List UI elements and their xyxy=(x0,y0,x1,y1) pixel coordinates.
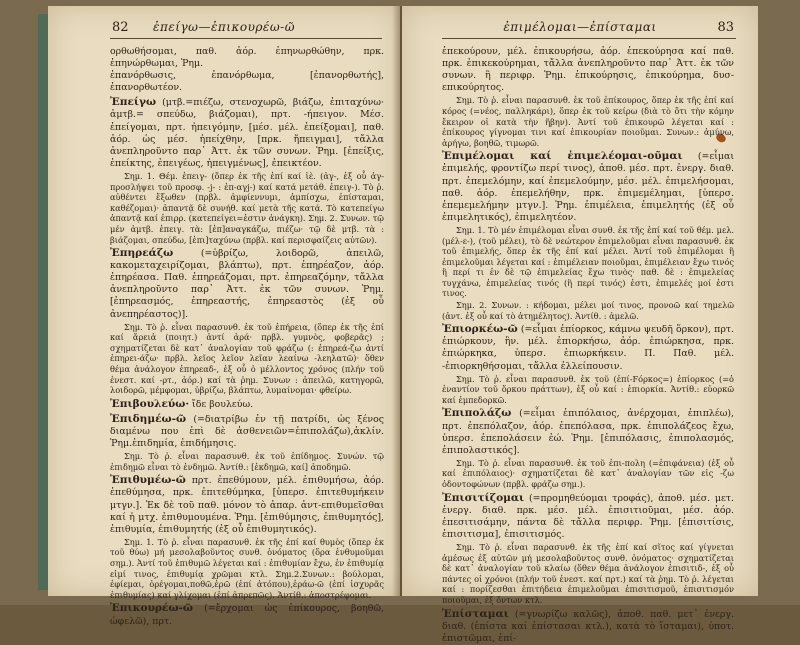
right-header xyxy=(402,18,758,40)
lemma: Ἐπηρεάζω xyxy=(110,247,174,260)
entry-text: (=εἶμαι ἐπιπόλαιος, ἀνέρχομαι, ἐπιπλέω), πρτ. ἐπεπόλαζον, ἀόρ. ἐπεπόλασα, πρκ. ἐπιπολάζεος ἔχω, ὑπερσ. ἐπεπολάσειν ἐώ. Ῥημ. [ἐπιπόλασις, ἐπιπολασμός, ἐπιπολαστικός]. xyxy=(442,408,734,456)
dictionary-entry xyxy=(110,398,384,411)
text-line: ἐπεκούρουν, μέλ. ἐπικουρήσω, ἀόρ. ἐπεκούρησα καί παθ. πρκ. ἐπικεκούρημαι, τἄλλα ἀνεπληροῦντο παρ᾽ Ἀττ. ἐκ τῶν συνων. ἢ περιφρ. Ῥημ. ἐπικούρησις, ἐπικούρημα, δυσ-επικούρητος. xyxy=(442,46,734,94)
page-number: 82 xyxy=(112,20,129,35)
lemma: Ἐπικουρέω-ῶ xyxy=(110,602,194,615)
left-page xyxy=(48,6,400,627)
lemma: Ἐπιπολάζω xyxy=(442,407,512,420)
right-column xyxy=(442,46,734,645)
entry-text: (=προμηθεύομαι τροφάς), ἀποθ. μέσ. μετ. ἐνεργ. διαθ. πρκ. μέσ. μέλ. ἐπισιτιοῦμαι, μέσ. ἀόρ. ἐπεσιτισάμην, πάντα δὲ τἄλλα περιφρ. Ῥημ. [ἐπισιτίσις, ἐπισιτισμα], ἐπισιτισμός. xyxy=(442,492,734,540)
dictionary-entry xyxy=(110,602,384,627)
lemma: Ἐπείγω xyxy=(110,96,157,109)
text-line: ἐπανόρθωσις, ἐπανόρθωμα, [ἐπανορθωτής], ἐπανορθωτέον. xyxy=(110,70,384,94)
entry-text: πρτ. ἐπεθύμουν, μέλ. ἐπιθυμήσω, ἀόρ. ἐπεθύμησα, πρκ. ἐπιτεθύμηκα, [ὑπερσ. ἐπιτεθυμήκειν μτγν.]. Ἐκ δὲ τοῦ παθ. μόνον τὸ ἀπαρ. ἀντ-επιθυμεῖσθαι καί ἡ μτχ. ἐπιθυμουμένα. Ῥημ. [ἐπιθύμησις, ἐπιθυμητός], ἐπιθυμία, ἐπιθυμητής (ἐξ οὗ ἐπιθυμητικός). xyxy=(110,475,384,535)
lemma: Ἐπιδημέω-ῶ xyxy=(110,412,187,425)
entry-note: Σημ. 1. Τὸ μέν ἐπιμέλομαι εἶναι συνθ. ἐκ τῆς ἐπί καί τοῦ θέμ. μελ. (μέλ-ε-), (τοῦ μέλει), τὸ δὲ νεώτερον ἐπιμελοῦμαι εἶναι παρασυνθ. ἐκ τοῦ ἐπιμελής, ὅπερ ἐκ τῆς ἐπί καί μέλει. Ἀντί τοῦ ἐπιμέλομαι ἢ ἐπιμελοῦμαι λέγεται καί : ἐπιμέλειαν ποιοῦμαι, ἐπιμέλειαν ἔχω τινός ἢ περί τι ἐν δὲ τῷ ἐπιμελείας ἔχω τινὸς· παθ. δὲ : ἐπιμελείας τυγχάνω, ἐπιμελείας τινός (ἢ περί τινός) ἐστι, ἐπιμελές μοί ἐστι τινος. xyxy=(442,224,734,299)
dictionary-entry xyxy=(110,474,384,535)
entry-note: Σημ. 1. Τὸ ῥ. εἶναι παρασυνθ. ἐκ τῆς ἐπί καί θυμὸς (ὅπερ ἐκ τοῦ θύω) μή μεσολαβοῦντος συνθ. ὀνόματος (ὅρα ἐνθυμοῦμαι σημ.). Ἀντί τοῦ ἐπιθυμῶ λέγεται καί : ἐπιθυμίαν ἔχω, ἐν ἐπιθυμίᾳ εἰμί τινος, ἐπιθυμίᾳ χρῶμαι κτλ. Σημ.2.Συνων.: βούλομαι, ἐφίεμαι, ὀρέγομαι,ποθῶ,ἐρῶ (ἐπί ἀτόπου),ἐράω-ῶ (ἐπί ἰσχυρᾶς ἐπιθυμίας) καί γλίχομαι (ἐπί ἀπρεπῶς). Ἀντίθ.: ἀποστρέφομαι. xyxy=(110,536,384,600)
dictionary-entry xyxy=(110,96,384,170)
entry-note: Σημ. Τὸ ῥ. εἶναι παρασυνθ. ἐκ τοῦ (ἐπί-Ϝόρκος=) ἐπίορκος (=ὁ ἐναντίον τοῦ ὅρκου πράττων), ἐξ οὗ καί : ἐπιορκία. Ἀντίθ.: εὐορκῶ καί ἐμπεδορκῶ. xyxy=(442,373,734,405)
lemma: Ἐπιμέλομαι καί ἐπιμελέομαι-οῦμαι xyxy=(442,150,683,163)
entry-text: (=εἶμαι ἐπιμελής, φροντίζω περί τινος), ἀποθ. μέσ. πρτ. ἐνεργ. διαθ. πρτ. ἐπεμελόμην, καί ἐπεμελούμην, μέσ. μέλ. ἐπιμελήσομαι, παθ. ἀόρ. ἐπεμελήθην, πρκ. ἐπιμεμέλημαι, [ὑπερσ. ἐπεμεμελήμην μτγν.]. Ῥημ. ἐπιμέλεια, ἐπιμελητής (ἐξ οὗ ἐπιμελητικός), ἐπιμελητέον. xyxy=(442,151,734,223)
dictionary-entry xyxy=(110,247,384,321)
lemma: Ἐπισιτίζομαι xyxy=(442,491,525,504)
lemma: Ἐπιθυμέω-ῶ xyxy=(110,474,186,487)
entry-text: (=ὑβρίζω, λοιδορῶ, ἀπειλῶ, κακομεταχειρίζομαι, βλάπτω), πρτ. ἐπηρέαζον, ἀόρ. ἐπηρέασα. Παθ. ἐπηρεάζομαι, πρτ. ἐπηρεαζόμην, τἄλλα ἀνεπληροῦντο παρ᾽ Ἀττ. ἐκ τῶν συνων. Ῥημ. [ἐπηρεασμός, ἐπηρεαστής, ἐπηρεαστὸς (ἐξ οὗ ἀνεπηρέαστος)]. xyxy=(110,248,384,320)
dictionary-entry xyxy=(442,150,734,224)
entry-note: Σημ. Τὸ ῥ. εἶναι παρασυνθ. ἐκ τῆς ἐπί καί σῖτος καί γίγνεται ἀμέσως ἐξ αὐτῶν μή μεσολαβοῦντος συνθ. ὀνόματος· σχηματίζεται δὲ κατ᾽ ἀναλογίαν τοῦ κλαίω (ὅθεν θέμα ἀνάλογον ἐπισιτιδ-, ἐξ οὗ πάντες οἱ χρόνοι (πλήν τοῦ ἐνεστ. καί πρτ.) καί τὰ ῥημ. Τὸ ῥ. λέγεται καί : πορίζεσθαι ἐπιτήδεια ἐπιμελοῦμαι ἐπισιτισμοῦ, ἐπισιτισμόν ποιοῦμαι, ἐξ ὄντων κτλ. xyxy=(442,541,734,605)
header-rule xyxy=(110,38,382,39)
entry-text: ἴδε βουλεύω. xyxy=(192,398,254,410)
running-title: ἐπιμέλομαι—ἐπίσταμαι xyxy=(503,20,657,34)
entry-note: Σημ. Τὸ ῥ. εἶναι παρασυνθ. ἐκ τοῦ ἐπήρεια, (ὅπερ ἐκ τῆς ἐπί καί ἄρειἁ (ποιητ.) ἀντί ἀρά· πρβλ. γυμνὸς, φοβερᾶς) ; σχηματίζεται δὲ κατ᾽ ἀναλογίαν τοῦ φράζω (: ἐπηρεά-ζω ἀντί ἐπηρει-άζω· πρβλ. λεῖος λεῖον λεῖαν λεαίνω -λεηλατῶ)· ὅθεν θέμα ἀνάλογον ἐπηρεαδ-, ἐξ οὗ ὁ μέλλοντος χρόνος (πλήν τοῦ ἐνεστ. καί -ρτ., ἀόρ.) καί τὰ ῥημ. Συνων : ἀπειλῶ, κατηγορῶ, λοιδορῶ, μέμφομαι, ὑβρίζω, βλάπτω, λυμαίνομαι· φθείρω. xyxy=(110,321,384,396)
left-column xyxy=(110,46,384,628)
page-number: 83 xyxy=(717,20,734,35)
right-page xyxy=(402,6,758,644)
entry-text: (=διατρίβω ἐν τῇ πατρίδι, ὡς ξένος διαμένω που ἐπὶ δὲ ἀσθενειῶν=ἐπιπολάζω),ἀκλίν. Ῥημ.ἐπιδημία, ἐπιδήμησις. xyxy=(110,413,385,450)
dictionary-entry xyxy=(442,407,734,456)
entry-text: (=γνωρίζω καλῶς), ἀποθ. παθ. μετ᾽ ἐνεργ. διαθ. (ἐπίστα καί ἐπίστασαι κτλ.), κατὰ τὸ ἵσταμαι), ὑποτ. ἐπιστῶμαι, ἐπί- xyxy=(442,608,734,644)
dictionary-entry xyxy=(442,323,734,372)
lemma: Ἐπιορκέω-ῶ xyxy=(442,323,518,336)
dictionary-entry xyxy=(110,413,384,450)
entry-text: (=εἶμαι ἐπίορκος, κάμνω ψευδῆ ὅρκον), πρτ. ἐπιώρκουν, ἢν. μέλ. ἐπιορκήσω, ἀόρ. ἐπιώρκησα, πρκ. ἐπιώρκηκα, ὑπερσ. ἐπιωρκήκειν. Π. Παθ. μέλ. -ἐπιορκηθήσομαι, τἄλλα ἐλλείπουσιν. xyxy=(442,324,735,372)
lemma: Ἐπίσταμαι xyxy=(442,607,509,620)
header-rule xyxy=(442,38,736,39)
dictionary-entry xyxy=(442,492,734,541)
note: Σημ. Τὸ ῥ. εἶναι παρασυνθ. ἐκ τοῦ ἐπίκουρος, ὅπερ ἐκ τῆς ἐπί καί κόρος (=νέος, παλληκάρι), ὅπερ ἐκ τοῦ κείρω (διὰ τὸ ὅτι τὴν κόμην ἔκειρον οἱ κατὰ τὴν ἥβην). Ἀντί τοῦ ἐπικουρῶ λέγεται καί : ἐπίκουρος γίγνομαι τινι καί ἐπικουρίαν ποιοῦμαι. Συνων.: ἀμύνω, ἀρήγω, βοηθῶ, τιμωρῶ. xyxy=(442,95,734,148)
entry-note: Σημ. Τὸ ῥ. εἶναι παρασυνθ. ἐκ τοῦ ἐπίδημος. Συνών. τῷ ἐπιδημῶ εἶναι τὸ ἐνδημῶ. Ἀντίθ.: [ἐκδημῶ, καί] ἀποδημῶ. xyxy=(110,451,384,472)
left-header xyxy=(48,18,400,40)
entry-text: (=ἔρχομαι ὡς ἐπίκουρος, βοηθῶ, ὠφελῶ), πρτ. xyxy=(110,603,384,627)
lemma: Ἐπιβουλεύω· xyxy=(110,397,190,410)
entry-note: Σημ. Τὸ ῥ. εἶναι παρασυνθ. ἐκ τοῦ ἐπι-πολη (=ἐπιφάνεια) (ἐξ οὗ καί ἐπιπόλαιος)· σχηματίζεται δὲ κατ᾽ ἀναλογίαν τῶν εἰς -ζω ὀδοντοφώνων (πρβλ. φράζω σημ.). xyxy=(442,457,734,489)
entry-note: Σημ. 2. Συνων. : κήδομαι, μέλει μοί τινος, προνοῶ καί τημελῶ (ἀντ. ἐξ οὗ καί τὸ ἀτημέλητος). Ἀντίθ. : ἀμελῶ. xyxy=(442,300,734,321)
text-line: ορθωθήσομαι, παθ. ἀόρ. ἐπηνωρθώθην, πρκ. ἐπηνώρθωμαι, Ῥημ. xyxy=(110,46,384,70)
running-title: ἐπείγω—ἐπικουρέω-ῶ xyxy=(153,20,295,34)
dictionary-entry xyxy=(442,608,734,645)
entry-text: (μτβ.=πιέζω, στενοχωρῶ, βιάζω, ἐπιταχύνω· ἀμτβ.= σπεύδω, βιάζομαι), πρτ. -ήπειγον. Μέσ. ἐπείγομαι, πρτ. ἠπειγόμην, [μέσ. μέλ. ἐπείξομαι], παθ. ἀόρ. ὡς μέσ. ἠπείχθην, [πρκ. ἤπειγμαι], τἄλλα ἀνεπληροῦντο παρ᾽ Ἀττ. ἐκ τῶν συνων. Ῥημ. [ἐπείξις, ἐπείκτης, ἐπειγέως, ἠπειγμένως], ἐπεικτέον. xyxy=(110,97,384,169)
entry-note: Σημ. 1. Θέμ. ἐπειγ- (ὅπερ ἐκ τῆς ἐπί καί ἰὲ. (ἀγ-, ἐξ οὗ ἀγ- προσλήψει τοῦ προσφ. -j- : ἐπ-αγj-) καί κατά μετάθ. ἐπειγ-). Τὸ ῥ. αὐθέντει ἔξωθεν (πρβλ. ἀμφίεννυμι, ἀμπίσχω, ἐπίσταμαι, καθέζομαι)· ἀπαντᾷ δὲ συνήθ. καί μετὰ τῆς κατά. Τὸ κατεπείγω ἀπαντᾷ καί ἐπιρρ. (κατεπείγει=ἐστιν ἀνάγκη). Σημ. 2. Συνων. τῷ μέν ἀμτβ. ἐπειγ. τὰ: [ἐπ]αναγκάζω, πιέζω· τῷ δὲ μτβ. τὰ : βιάζομαι, σπεύδω, [ἐπι]ταχύνω (πρβλ. καί περισφαίζεις αὐτῶν). xyxy=(110,170,384,245)
